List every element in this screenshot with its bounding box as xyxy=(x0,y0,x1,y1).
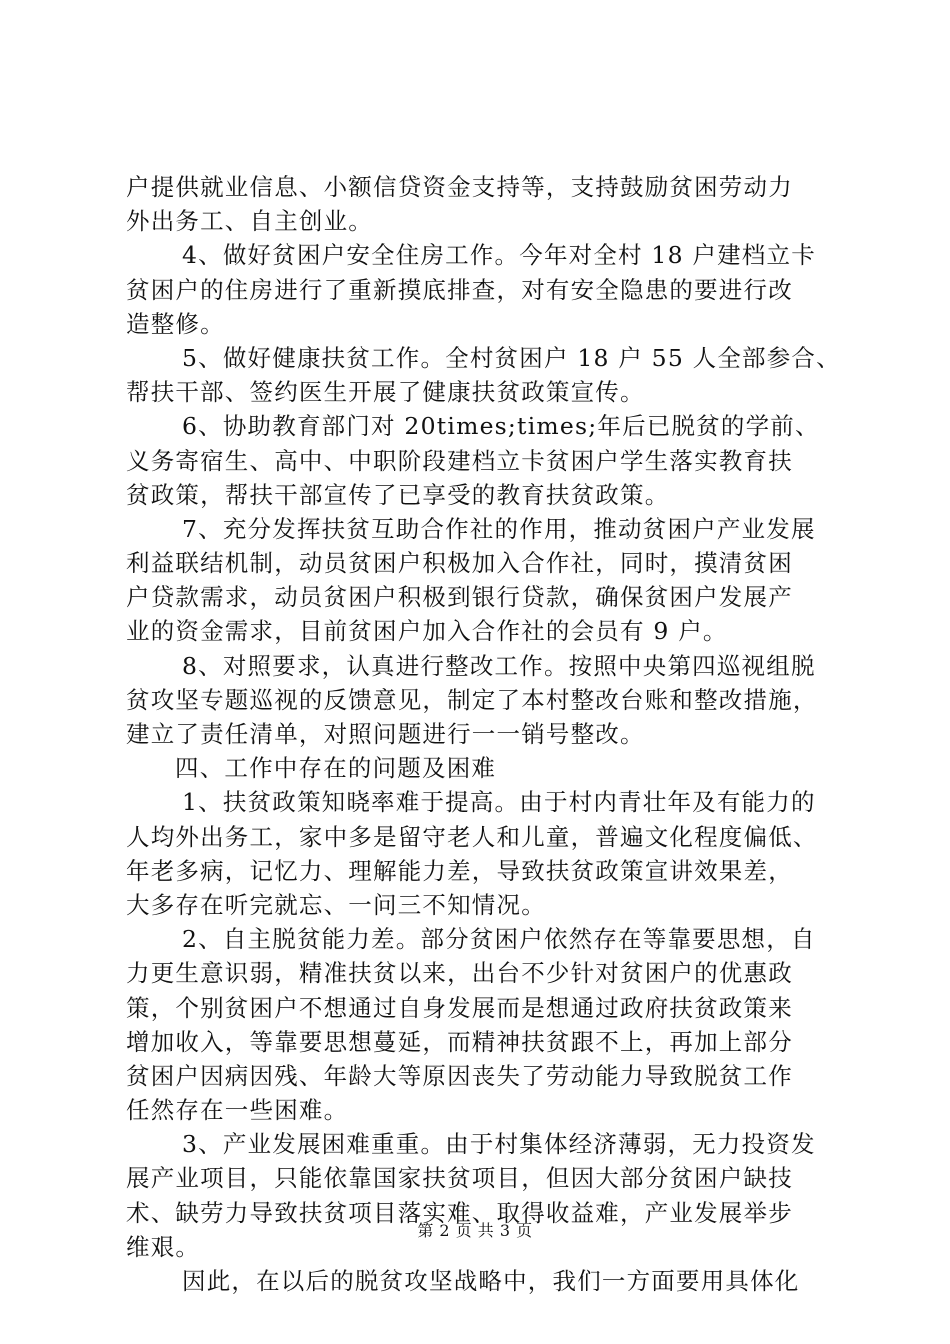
text-line: 造整修。 xyxy=(126,309,225,338)
section-heading: 四、工作中存在的问题及困难 xyxy=(175,754,497,783)
text-line: 5、做好健康扶贫工作。全村贫困户 18 户 55 人全部参合、 xyxy=(182,343,841,372)
text-line: 外出务工、自主创业。 xyxy=(126,207,373,236)
text-line: 1、扶贫政策知晓率难于提高。由于村内青壮年及有能力的 xyxy=(182,788,816,817)
text-line: 人均外出务工，家中多是留守老人和儿童，普遍文化程度偏低、 xyxy=(126,822,818,851)
text-line: 6、协助教育部门对 20times;times;年后已脱贫的学前、 xyxy=(182,412,820,441)
page-number-footer: 第 2 页 共 3 页 xyxy=(417,1221,533,1240)
text-line: 利益联结机制，动员贫困户积极加入合作社，同时，摸清贫困 xyxy=(126,549,793,578)
text-line: 4、做好贫困户安全住房工作。今年对全村 18 户建档立卡 xyxy=(182,241,816,270)
text-line: 展产业项目，只能依靠国家扶贫项目，但因大部分贫困户缺技 xyxy=(126,1164,793,1193)
text-line: 户提供就业信息、小额信贷资金支持等，支持鼓励贫困劳动力 xyxy=(126,173,793,201)
text-line: 2、自主脱贫能力差。部分贫困户依然存在等靠要思想，自 xyxy=(182,925,816,954)
text-line: 贫困户的住房进行了重新摸底排查，对有安全隐患的要进行改 xyxy=(126,275,793,304)
text-line: 贫攻坚专题巡视的反馈意见，制定了本村整改台账和整改措施， xyxy=(126,685,818,714)
text-line: 业的资金需求，目前贫困户加入合作社的会员有 9 户。 xyxy=(126,617,728,646)
document-body xyxy=(126,170,841,1298)
text-line: 帮扶干部、签约医生开展了健康扶贫政策宣传。 xyxy=(126,378,645,407)
text-line: 因此，在以后的脱贫攻坚战略中，我们一方面要用具体化 xyxy=(182,1267,800,1295)
text-line: 术、缺劳力导致扶贫项目落实难、取得收益难，产业发展举步 xyxy=(126,1198,793,1227)
text-line: 任然存在一些困难。 xyxy=(126,1096,349,1125)
text-line: 7、充分发挥扶贫互助合作社的作用，推动贫困户产业发展 xyxy=(182,514,816,543)
text-line: 策，个别贫困户不想通过自身发展而是想通过政府扶贫政策来 xyxy=(126,993,793,1022)
text-line: 维艰。 xyxy=(126,1232,201,1261)
text-line: 建立了责任清单，对照问题进行一一销号整改。 xyxy=(126,720,645,748)
text-line: 增加收入，等靠要思想蔓延，而精神扶贫跟不上，再加上部分 xyxy=(126,1027,793,1056)
text-line: 8、对照要求，认真进行整改工作。按照中央第四巡视组脱 xyxy=(182,651,816,680)
text-line: 义务寄宿生、高中、中职阶段建档立卡贫困户学生落实教育扶 xyxy=(126,446,793,475)
text-line: 大多存在听完就忘、一问三不知情况。 xyxy=(126,890,546,919)
text-line: 贫困户因病因残、年龄大等原因丧失了劳动能力导致脱贫工作 xyxy=(126,1061,793,1090)
text-line: 年老多病，记忆力、理解能力差，导致扶贫政策宣讲效果差， xyxy=(126,856,793,885)
text-line: 3、产业发展困难重重。由于村集体经济薄弱，无力投资发 xyxy=(182,1130,816,1159)
text-line: 户贷款需求，动员贫困户积极到银行贷款，确保贫困户发展产 xyxy=(126,583,793,612)
text-line: 力更生意识弱，精准扶贫以来，出台不少针对贫困户的优惠政 xyxy=(126,959,793,988)
text-line: 贫政策，帮扶干部宣传了已享受的教育扶贫政策。 xyxy=(126,480,670,509)
